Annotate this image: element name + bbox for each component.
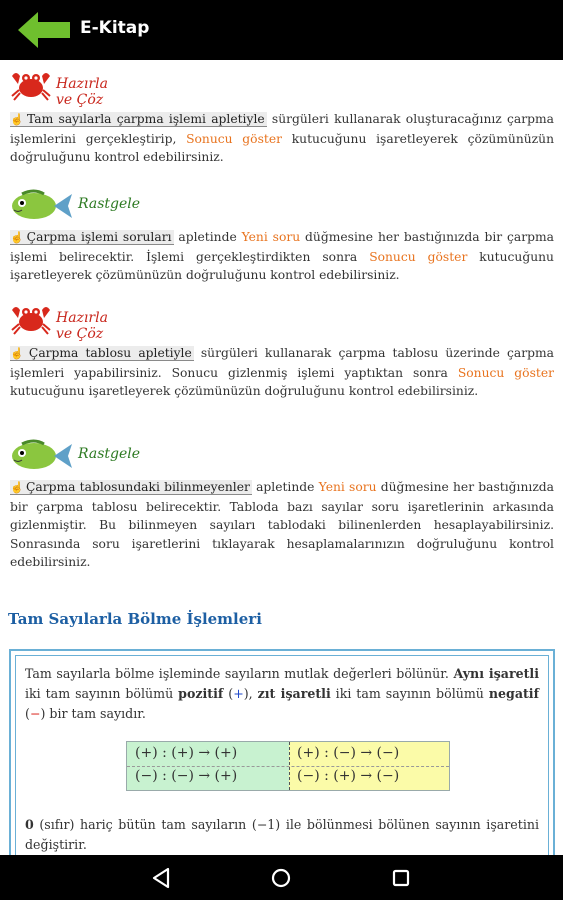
section-text: ☝ Çarpma tablosu apletiyle sürgüleri kullanarak çarpma tablosu üzerinde çarpma işlemleri yapabilirsiniz. Sonucu gizlenmiş işlemi yaptıktan sonra Sonucu göster kutucuğunu işaretleyerek çözümünüzün doğruluğunu kontrol edebilirsiniz. bbox=[10, 346, 554, 398]
crab-icon bbox=[10, 302, 52, 336]
show-result-link[interactable]: Sonucu göster bbox=[369, 249, 468, 264]
section-text: ☝ Çarpma işlemi soruları apletinde Yeni soru düğmesine her bastığınızda bir çarpma işlemi belirecektir. İşlemi gerçekleştirdikten sonra Sonucu göster kutucuğunu işaretleyerek çözümünüzün doğruluğunu kontrol edebilirsiniz. bbox=[10, 230, 554, 282]
hand-pointer-icon: ☝ bbox=[10, 347, 27, 360]
section-type-label: Hazırla ve Çöz bbox=[56, 310, 108, 342]
hand-pointer-icon: ☝ bbox=[10, 481, 24, 494]
book-content[interactable] bbox=[0, 60, 563, 855]
show-result-link[interactable]: Sonucu göster bbox=[457, 365, 554, 380]
sign-rules-table bbox=[126, 741, 450, 791]
app-title: E-Kitap bbox=[80, 18, 150, 38]
applet-link[interactable]: ☝ Çarpma işlemi soruları bbox=[10, 230, 172, 244]
back-arrow-icon[interactable] bbox=[18, 12, 70, 48]
nav-home-icon[interactable] bbox=[268, 865, 294, 891]
fish-icon bbox=[10, 188, 74, 222]
section-header-random bbox=[10, 438, 141, 472]
section-text: ☝ Tam sayılarla çarpma işlemi apletiyle sürgüleri kullanarak oluşturacağınız çarpma işlemlerini gerçekleştirip, Sonucu göster kutucuğunu işaretleyerek çözümünüzün doğruluğunu kontrol edebilirsiniz. bbox=[10, 112, 554, 164]
section-type-label: Hazırla ve Çöz bbox=[56, 76, 108, 108]
hand-pointer-icon: ☝ bbox=[10, 113, 26, 126]
applet-link[interactable]: ☝ Tam sayılarla çarpma işlemi apletiyle bbox=[10, 112, 265, 126]
new-question-link[interactable]: Yeni soru bbox=[241, 230, 301, 244]
opposite-sign-rule-2: (−) : (+) → (−) bbox=[297, 768, 400, 784]
section-text: ☝ Çarpma tablosundaki bilinmeyenler apletinde Yeni soru düğmesine her bastığınızda bir çarpma tablosu belirecektir. Tabloda bazı sayılar soru işaretlerinin arkasında gizlenmiştir. Bu bilinmeyen sayıları tablodaki bilinenlerden hesaplayabilirsiniz. Sonrasında soru işaretlerini tıklayarak hesaplamalarınızın doğruluğunu kontrol edebilirsiniz. bbox=[10, 480, 554, 569]
show-result-link[interactable]: Sonucu göster bbox=[186, 131, 282, 146]
hand-pointer-icon: ☝ bbox=[10, 231, 25, 244]
section-type-label: Rastgele bbox=[78, 196, 141, 212]
section-header-prepare-solve bbox=[10, 302, 108, 342]
system-nav-bar bbox=[0, 855, 563, 900]
applet-link[interactable]: ☝ Çarpma tablosu apletiyle bbox=[10, 346, 192, 360]
applet-link[interactable]: ☝ Çarpma tablosundaki bilinmeyenler bbox=[10, 480, 250, 494]
fish-icon bbox=[10, 438, 74, 472]
division-rules-box bbox=[9, 649, 555, 855]
division-section-title: Tam Sayılarla Bölme İşlemleri bbox=[8, 610, 262, 628]
crab-icon bbox=[10, 68, 52, 102]
nav-back-icon[interactable] bbox=[148, 865, 174, 891]
division-rule-text: Tam sayılarla bölme işleminde sayıların mutlak değerleri bölünür. Aynı işaretli iki tam sayının bölümü pozitif (+), zıt işaretli iki tam sayının bölümü negatif (−) bir tam sayıdır. bbox=[25, 666, 539, 721]
same-sign-rule-1: (+) : (+) → (+) bbox=[135, 745, 238, 761]
nav-recents-icon[interactable] bbox=[388, 865, 414, 891]
section-header-prepare-solve bbox=[10, 68, 108, 108]
section-type-label: Rastgele bbox=[78, 446, 141, 462]
app-bar bbox=[0, 0, 563, 60]
new-question-link[interactable]: Yeni soru bbox=[318, 480, 377, 494]
opposite-sign-rule-1: (+) : (−) → (−) bbox=[297, 745, 400, 761]
section-header-random bbox=[10, 188, 141, 222]
division-note-text: 0 (sıfır) hariç bütün tam sayıların (−1) ile bölünmesi bölünen sayının işaretini değiştirir. bbox=[25, 817, 539, 852]
same-sign-rule-2: (−) : (−) → (+) bbox=[135, 768, 238, 784]
